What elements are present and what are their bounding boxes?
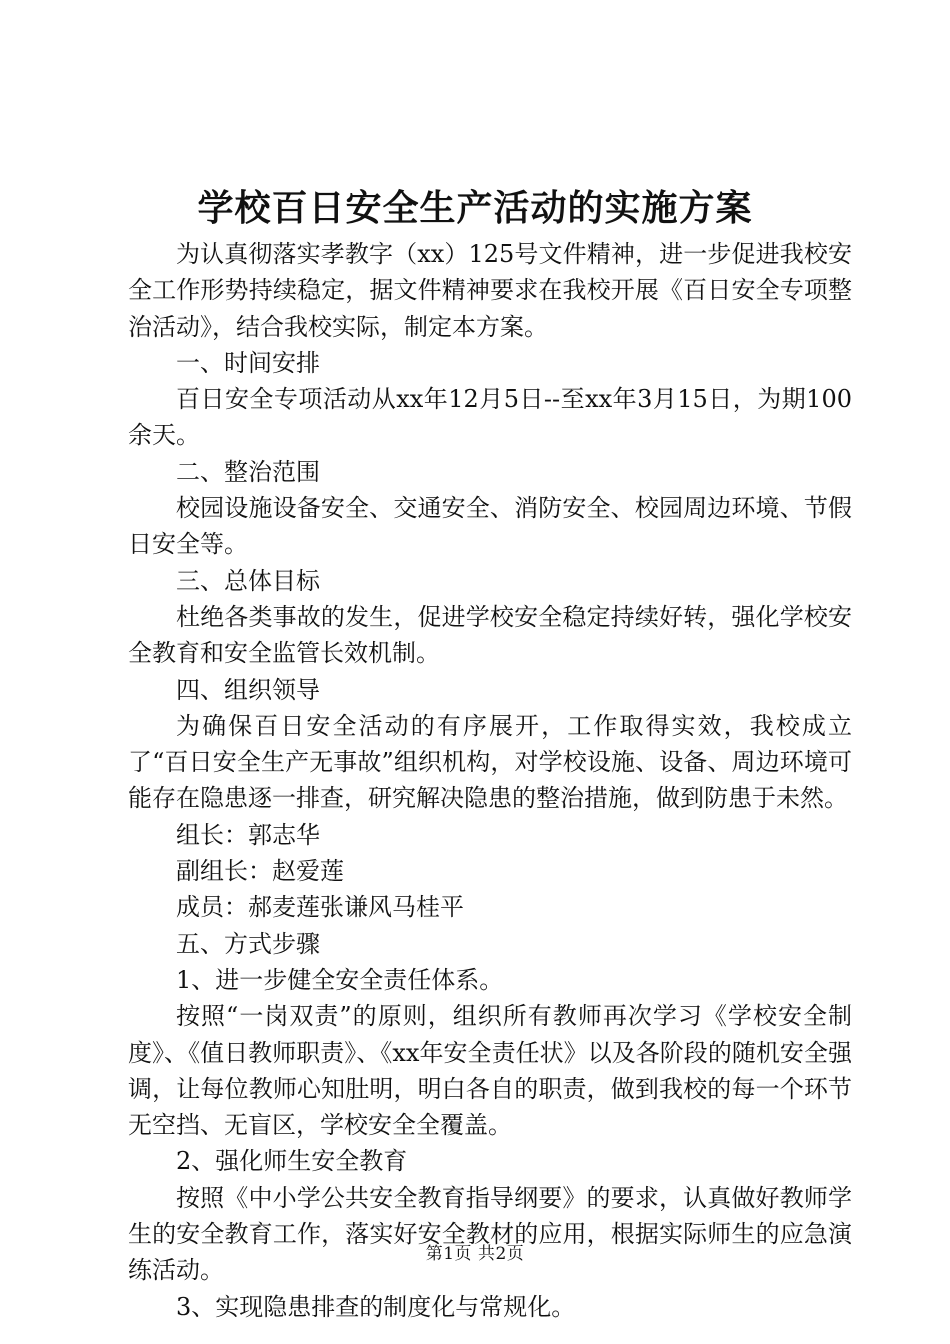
schedule-paragraph: 百日安全专项活动从xx年12月5日--至xx年3月15日，为期100余天。	[128, 385, 852, 450]
step-2-paragraph: 按照《中小学公共安全教育指导纲要》的要求，认真做好教师学生的安全教育工作，落实好安全教材的应用，根据实际师生的应急演练活动。	[128, 1183, 852, 1285]
intro-paragraph: 为认真彻落实孝教字（xx）125号文件精神，进一步促进我校安全工作形势持续稳定，据文件精神要求在我校开展《百日安全专项整治活动》，结合我校实际，制定本方案。	[128, 240, 852, 341]
section-heading-steps: 五、方式步骤	[176, 929, 320, 958]
leadership-paragraph: 为确保百日安全活动的有序展开，工作取得实效，我校成立了“百日安全生产无事故”组织机构，对学校设施、设备、周边环境可能存在隐患逐一排查，研究解决隐患的整治措施，做到防患于未然。	[128, 711, 852, 813]
scope-paragraph: 校园设施设备安全、交通安全、消防安全、校园周边环境、节假日安全等。	[128, 494, 852, 559]
deputy-leader-line: 副组长：赵爱莲	[176, 857, 344, 886]
section-heading-leadership: 四、组织领导	[176, 675, 320, 704]
section-heading-schedule: 一、时间安排	[176, 348, 320, 377]
step-1-heading: 1、进一步健全安全责任体系。	[176, 965, 504, 994]
document-title: 学校百日安全生产活动的实施方案	[197, 188, 753, 229]
page-footer: 第1页 共2页	[425, 1244, 525, 1264]
team-leader-line: 组长：郭志华	[176, 820, 320, 849]
step-3-heading: 3、实现隐患排查的制度化与常规化。	[176, 1292, 576, 1321]
goals-paragraph: 杜绝各类事故的发生，促进学校安全稳定持续好转，强化学校安全教育和安全监管长效机制。	[128, 602, 852, 668]
document-body	[128, 236, 852, 1325]
members-line: 成员：郝麦莲张谦风马桂平	[176, 893, 464, 922]
step-2-heading: 2、强化师生安全教育	[176, 1147, 408, 1176]
section-heading-scope: 二、整治范围	[176, 457, 320, 486]
section-heading-goals: 三、总体目标	[176, 566, 320, 595]
step-1-paragraph: 按照“一岗双责”的原则，组织所有教师再次学习《学校安全制度》、《值日教师职责》、《xx年安全责任状》以及各阶段的随机安全强调，让每位教师心知肚明，明白各自的职责，做到我校的每一个环节无空挡、无盲区，学校安全全覆盖。	[128, 1002, 852, 1140]
